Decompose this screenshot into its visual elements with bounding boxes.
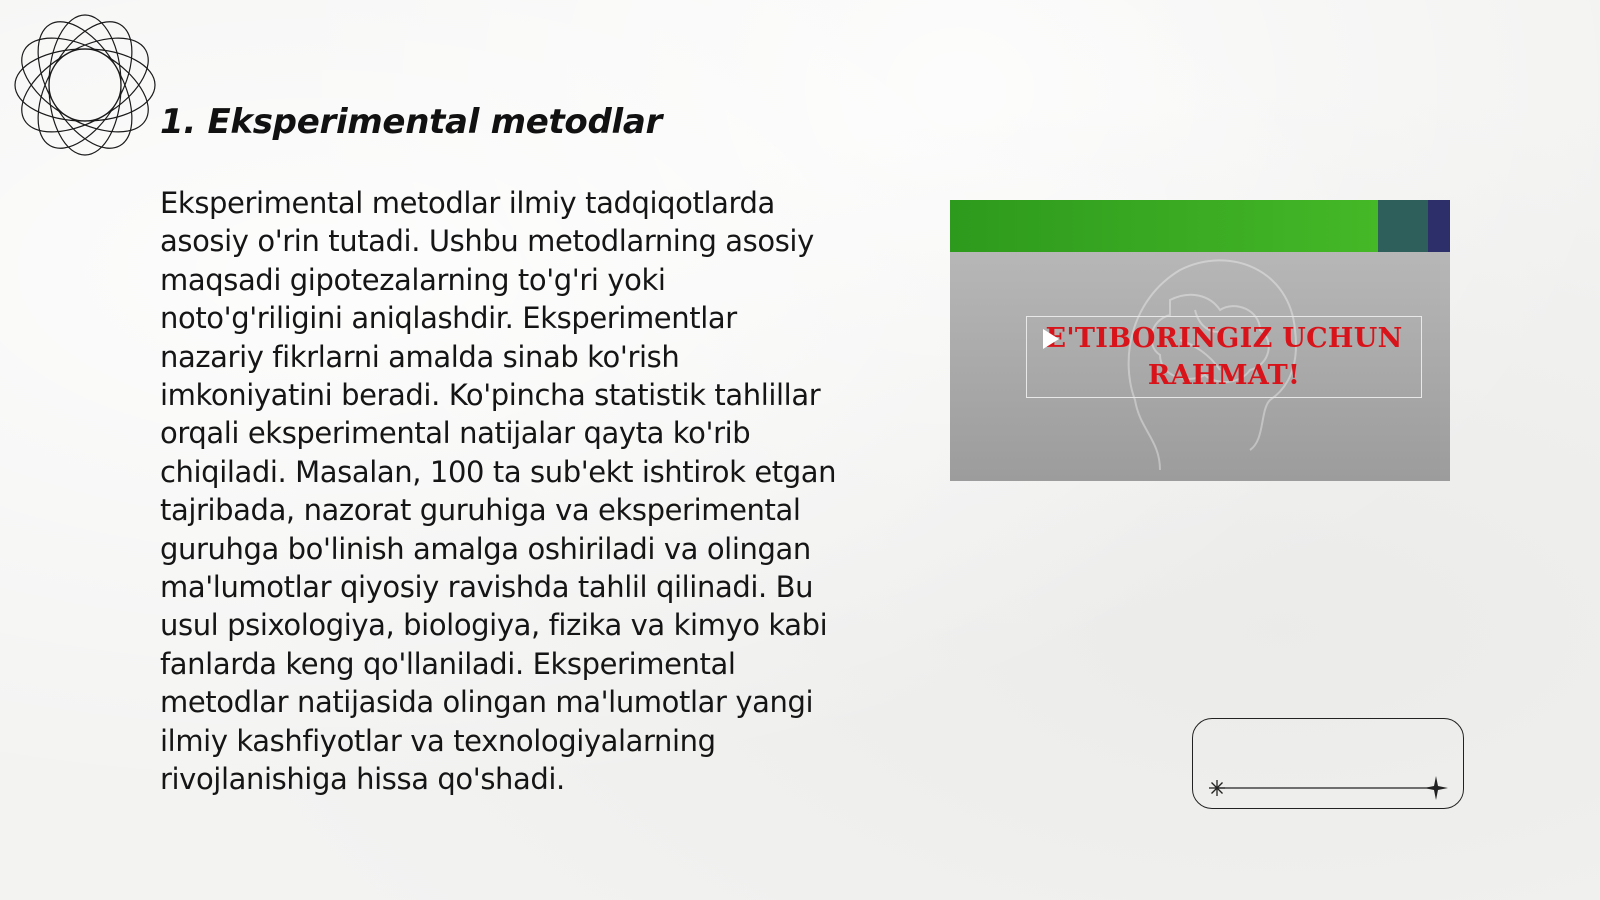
thank-you-line-2: RAHMAT! (1147, 360, 1301, 391)
thank-you-line-1: E'TIBORINGIZ UCHUN (1045, 323, 1403, 354)
sparkle-icon (1209, 780, 1225, 796)
slide-title: 1. Eksperimental metodlar (160, 102, 662, 142)
slide-body-text: Eksperimental metodlar ilmiy tadqiqotlarda asosiy o'rin tutadi. Ushbu metodlarning asosiy maqsadi gipotezalarning to'g'ri yoki noto'g'riligini aniqlashdir. Eksperimentlar nazariy fikrlarni amalda sinab ko'rish imkoniyatini beradi. Ko'pincha statistik tahlillar orqali eksperimental natijalar qayta ko'rib chiqiladi. Masalan, 100 ta sub'ekt ishtirok etgan tajribada, nazorat guruhiga va eksperimental guruhga bo'linish amalga oshiriladi va olingan ma'lumotlar qiyosiy ravishda tahlil qilinadi. Bu usul psixologiya, biologiya, fizika va kimyo kabi fanlarda keng qo'llaniladi. Eksperimental metodlar natijasida olingan ma'lumotlar yangi ilmiy kashfiyotlar va texnologiyalarning rivojlanishiga hissa qo'shadi. (160, 186, 837, 797)
thank-you-image (950, 200, 1450, 481)
play-arrow-icon (1043, 329, 1059, 349)
spirograph-ornament-icon (10, 10, 160, 160)
thank-you-box (1026, 316, 1422, 398)
decorative-frame (1192, 718, 1464, 809)
star-icon (1424, 776, 1448, 800)
decorative-line (1193, 719, 1465, 810)
